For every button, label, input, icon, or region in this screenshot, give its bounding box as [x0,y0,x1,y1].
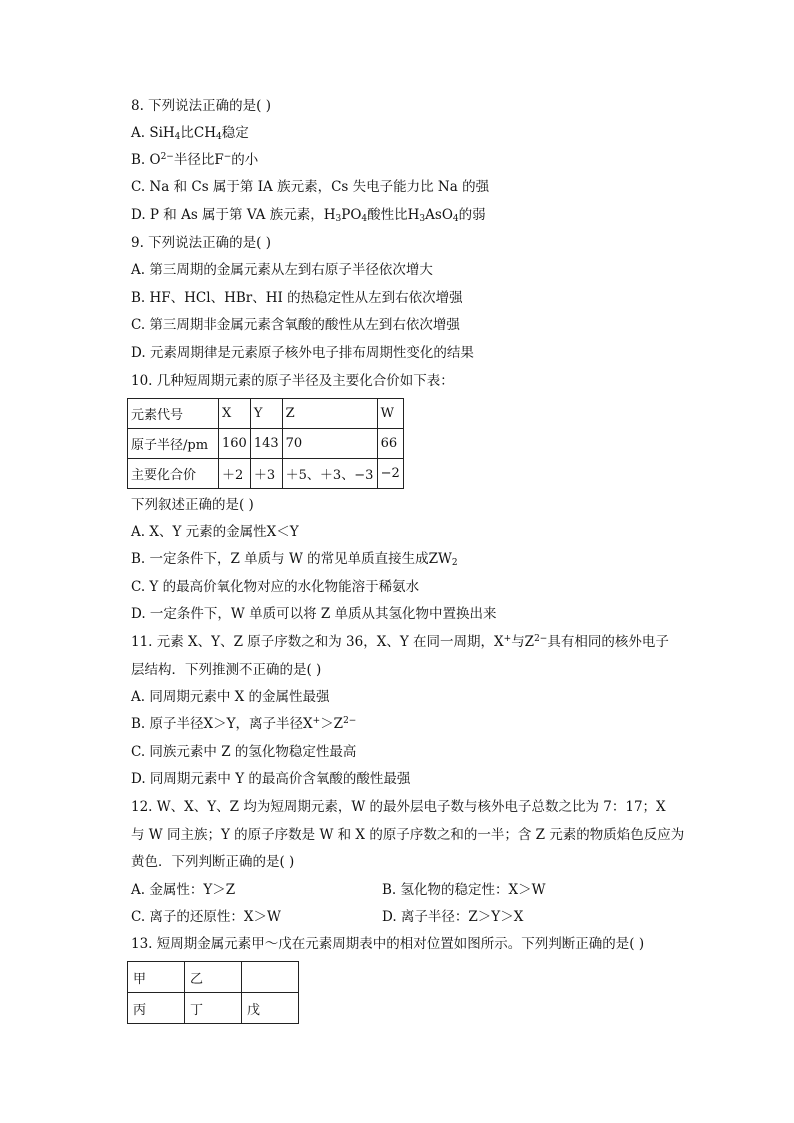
table-header-cell: Y [250,399,282,429]
table-cell: −2 [377,459,403,489]
q9-option-c: C. 第三周期非金属元素含氧酸的酸性从左到右依次增强 [131,317,460,333]
q11-stem-cont: 层结构．下列推测不正确的是( ) [131,662,322,678]
q10-option-b: B. 一定条件下，Z 单质与 W 的常见单质直接生成$ZW_2$ [131,551,458,568]
table-cell: 甲 [128,962,185,993]
q8-option-c: C. Na 和 Cs 属于第 IA 族元素，Cs 失电子能力比 Na 的强 [131,179,490,195]
table-cell: ＋3 [250,459,282,489]
q9-option-a: A. 第三周期的金属元素从左到右原子半径依次增大 [131,262,433,278]
q13-stem: 13. 短周期金属元素甲～戊在元素周期表中的相对位置如图所示。下列判断正确的是( ) [131,936,645,952]
q11-option-d: D. 同周期元素中 Y 的最高价含氧酸的酸性最强 [131,771,411,787]
table-cell: 丙 [128,993,185,1024]
q9-option-d: D. 元素周期律是元素原子核外电子排布周期性变化的结果 [131,345,474,361]
q10-data-table [127,398,404,489]
table-row [128,429,404,459]
table-cell: 乙 [185,962,242,993]
q8-option-b: B. $O^{2-}$半径比F−的小 [131,152,259,168]
table-header-cell: Z [282,399,377,429]
q12-stem: 12. W、X、Y、Z 均为短周期元素，W 的最外层电子数与核外电子总数之比为 7：17；X [131,799,666,815]
table-row [128,459,404,489]
table-cell: 143 [250,429,282,459]
table-cell: ＋2 [219,459,251,489]
table-cell: 原子半径/pm [128,429,219,459]
q13-periodic-table [127,961,299,1024]
q8-option-d: D. P 和 As 属于第 VA 族元素，$H_3PO_4$酸性比$H_3AsO_4$的弱 [131,207,486,224]
q8-stem: 8. 下列说法正确的是( ) [131,98,271,114]
q9-stem: 9. 下列说法正确的是( ) [131,235,271,251]
table-cell: 66 [377,429,403,459]
q9-option-b: B. HF、HCl、HBr、HI 的热稳定性从左到右依次增强 [131,290,463,306]
q11-option-a: A. 同周期元素中 X 的金属性最强 [131,689,330,705]
q11-option-b: B. 原子半径X＞Y，离子半径$X^+>Z^{2-}$ [131,716,357,732]
table-cell: 160 [219,429,251,459]
table-cell: 主要化合价 [128,459,219,489]
table-cell: 70 [282,429,377,459]
q10-option-a: A. X、Y 元素的金属性X＜Y [131,524,299,540]
q12-stem-end: 黄色．下列判断正确的是( ) [131,854,295,870]
table-header-cell: W [377,399,403,429]
q10-stem: 10. 几种短周期元素的原子半径及主要化合价如下表： [131,373,454,389]
table-row [128,399,404,429]
q10-option-c: C. Y 的最高价氧化物对应的水化物能溶于稀氨水 [131,579,420,595]
q12-option-b: B. 氢化物的稳定性：X＞W [382,882,546,898]
table-cell: 戊 [242,993,299,1024]
q10-option-d: D. 一定条件下，W 单质可以将 Z 单质从其氢化物中置换出来 [131,606,497,622]
q11-stem: 11. 元素 X、Y、Z 原子序数之和为 36，X、Y 在同一周期，X+与$Z^{2-}$具有相同的核外电子 [131,634,669,650]
table-row [128,993,299,1024]
table-row [128,962,299,993]
q12-option-d: D. 离子半径：Z＞Y＞X [382,909,524,925]
q11-option-c: C. 同族元素中 Z 的氢化物稳定性最高 [131,744,357,760]
table-cell: ＋5、＋3、−3 [282,459,377,489]
q12-option-c: C. 离子的还原性：X＞W [131,909,281,925]
table-cell [242,962,299,993]
table-header-cell: 元素代号 [128,399,219,429]
q12-option-a: A. 金属性：Y＞Z [131,882,236,898]
table-header-cell: X [219,399,251,429]
q8-option-a: A. SiH$_4$比$CH_4$稳定 [131,125,249,142]
q12-stem-cont: 与 W 同主族；Y 的原子序数是 W 和 X 的原子序数之和的一半；含 Z 元素的物质焰色反应为 [131,827,685,843]
table-cell: 丁 [185,993,242,1024]
q10-prompt: 下列叙述正确的是( ) [131,497,254,513]
